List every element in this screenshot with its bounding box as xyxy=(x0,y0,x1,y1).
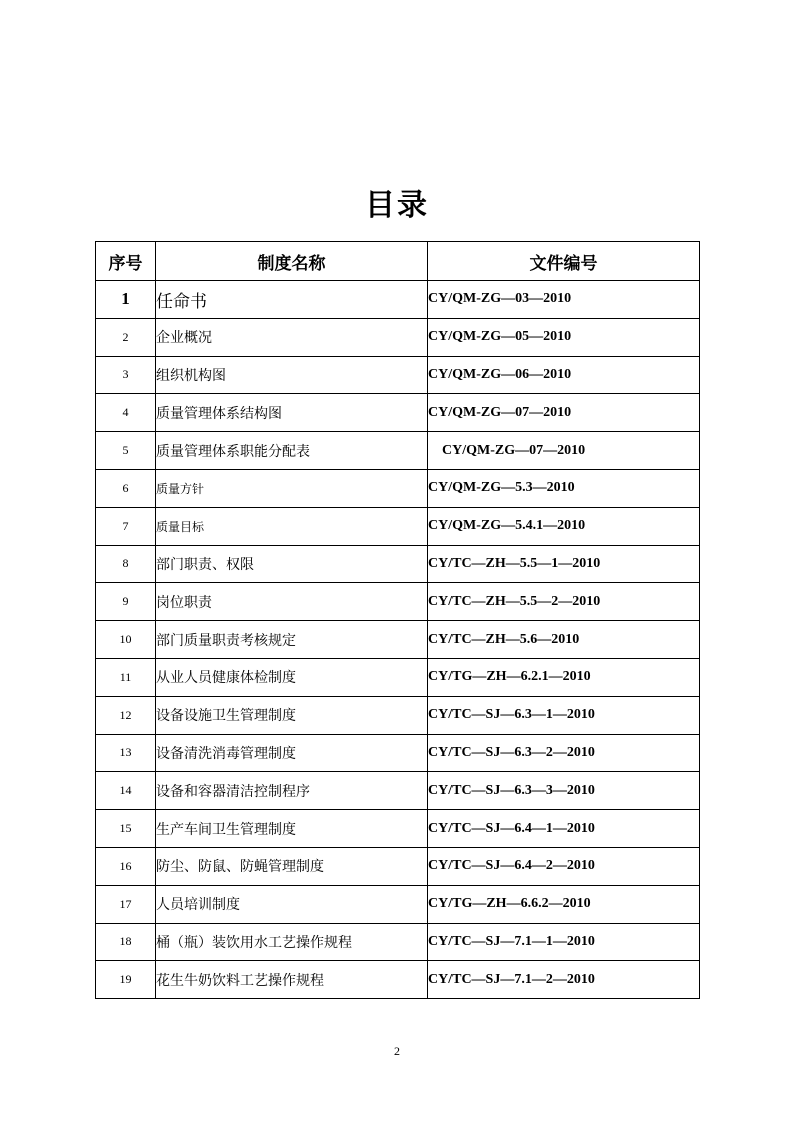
row-code: CY/TC—SJ—6.4—1—2010 xyxy=(428,810,700,848)
row-name: 岗位职责 xyxy=(156,583,428,621)
table-row xyxy=(96,621,700,659)
row-name: 桶（瓶）装饮用水工艺操作规程 xyxy=(156,923,428,961)
row-name: 设备设施卫生管理制度 xyxy=(156,696,428,734)
row-code: CY/QM-ZG—06—2010 xyxy=(428,356,700,394)
row-name: 企业概况 xyxy=(156,318,428,356)
row-name: 人员培训制度 xyxy=(156,885,428,923)
row-code: CY/TC—SJ—6.3—3—2010 xyxy=(428,772,700,810)
row-number: 17 xyxy=(96,885,156,923)
row-name: 部门质量职责考核规定 xyxy=(156,621,428,659)
table-row xyxy=(96,923,700,961)
table-row xyxy=(96,469,700,507)
header-name: 制度名称 xyxy=(156,242,428,281)
row-code: CY/TC—SJ—6.3—2—2010 xyxy=(428,734,700,772)
table-row xyxy=(96,318,700,356)
row-name: 质量管理体系职能分配表 xyxy=(156,432,428,470)
row-number: 9 xyxy=(96,583,156,621)
row-number: 2 xyxy=(96,318,156,356)
row-code: CY/TC—SJ—7.1—2—2010 xyxy=(428,961,700,999)
row-code: CY/TC—ZH—5.5—1—2010 xyxy=(428,545,700,583)
row-code: CY/QM-ZG—05—2010 xyxy=(428,318,700,356)
table-row xyxy=(96,356,700,394)
table-row xyxy=(96,507,700,545)
table-row xyxy=(96,658,700,696)
row-name: 花生牛奶饮料工艺操作规程 xyxy=(156,961,428,999)
row-number: 15 xyxy=(96,810,156,848)
row-code: CY/QM-ZG—07—2010 xyxy=(428,432,700,470)
row-code: CY/TC—SJ—7.1—1—2010 xyxy=(428,923,700,961)
row-name: 设备和容器清洁控制程序 xyxy=(156,772,428,810)
table-row xyxy=(96,696,700,734)
row-name: 质量目标 xyxy=(156,507,428,545)
row-name: 从业人员健康体检制度 xyxy=(156,658,428,696)
table-row xyxy=(96,810,700,848)
page-title: 目录 xyxy=(365,188,429,223)
row-number: 10 xyxy=(96,621,156,659)
row-number: 19 xyxy=(96,961,156,999)
toc-table xyxy=(95,241,700,999)
row-number: 3 xyxy=(96,356,156,394)
table-row xyxy=(96,772,700,810)
row-code: CY/QM-ZG—07—2010 xyxy=(428,394,700,432)
row-number: 5 xyxy=(96,432,156,470)
row-number: 13 xyxy=(96,734,156,772)
row-number: 8 xyxy=(96,545,156,583)
row-number: 12 xyxy=(96,696,156,734)
table-row xyxy=(96,885,700,923)
row-number: 7 xyxy=(96,507,156,545)
row-number: 18 xyxy=(96,923,156,961)
row-number: 1 xyxy=(96,281,156,319)
header-code: 文件编号 xyxy=(428,242,700,281)
row-number: 14 xyxy=(96,772,156,810)
table-header-row xyxy=(96,242,700,281)
row-name: 生产车间卫生管理制度 xyxy=(156,810,428,848)
row-code: CY/TC—SJ—6.3—1—2010 xyxy=(428,696,700,734)
row-code: CY/QM-ZG—03—2010 xyxy=(428,281,700,319)
row-name: 设备清洗消毒管理制度 xyxy=(156,734,428,772)
table-row xyxy=(96,394,700,432)
row-name: 组织机构图 xyxy=(156,356,428,394)
table-row xyxy=(96,281,700,319)
table-row xyxy=(96,734,700,772)
row-code: CY/TC—ZH—5.5—2—2010 xyxy=(428,583,700,621)
table-row xyxy=(96,583,700,621)
row-code: CY/TC—SJ—6.4—2—2010 xyxy=(428,847,700,885)
row-name: 质量管理体系结构图 xyxy=(156,394,428,432)
row-number: 16 xyxy=(96,847,156,885)
table-row xyxy=(96,432,700,470)
row-code: CY/TG—ZH—6.2.1—2010 xyxy=(428,658,700,696)
row-name: 防尘、防鼠、防蝇管理制度 xyxy=(156,847,428,885)
row-number: 6 xyxy=(96,469,156,507)
row-code: CY/TG—ZH—6.6.2—2010 xyxy=(428,885,700,923)
row-code: CY/QM-ZG—5.4.1—2010 xyxy=(428,507,700,545)
row-name: 质量方针 xyxy=(156,469,428,507)
table-row xyxy=(96,545,700,583)
row-code: CY/TC—ZH—5.6—2010 xyxy=(428,621,700,659)
table-row xyxy=(96,961,700,999)
row-name: 部门职责、权限 xyxy=(156,545,428,583)
row-code: CY/QM-ZG—5.3—2010 xyxy=(428,469,700,507)
row-name: 任命书 xyxy=(156,281,428,319)
row-number: 11 xyxy=(96,658,156,696)
header-number: 序号 xyxy=(96,242,156,281)
page-number: 2 xyxy=(394,1044,400,1058)
table-row xyxy=(96,847,700,885)
row-number: 4 xyxy=(96,394,156,432)
